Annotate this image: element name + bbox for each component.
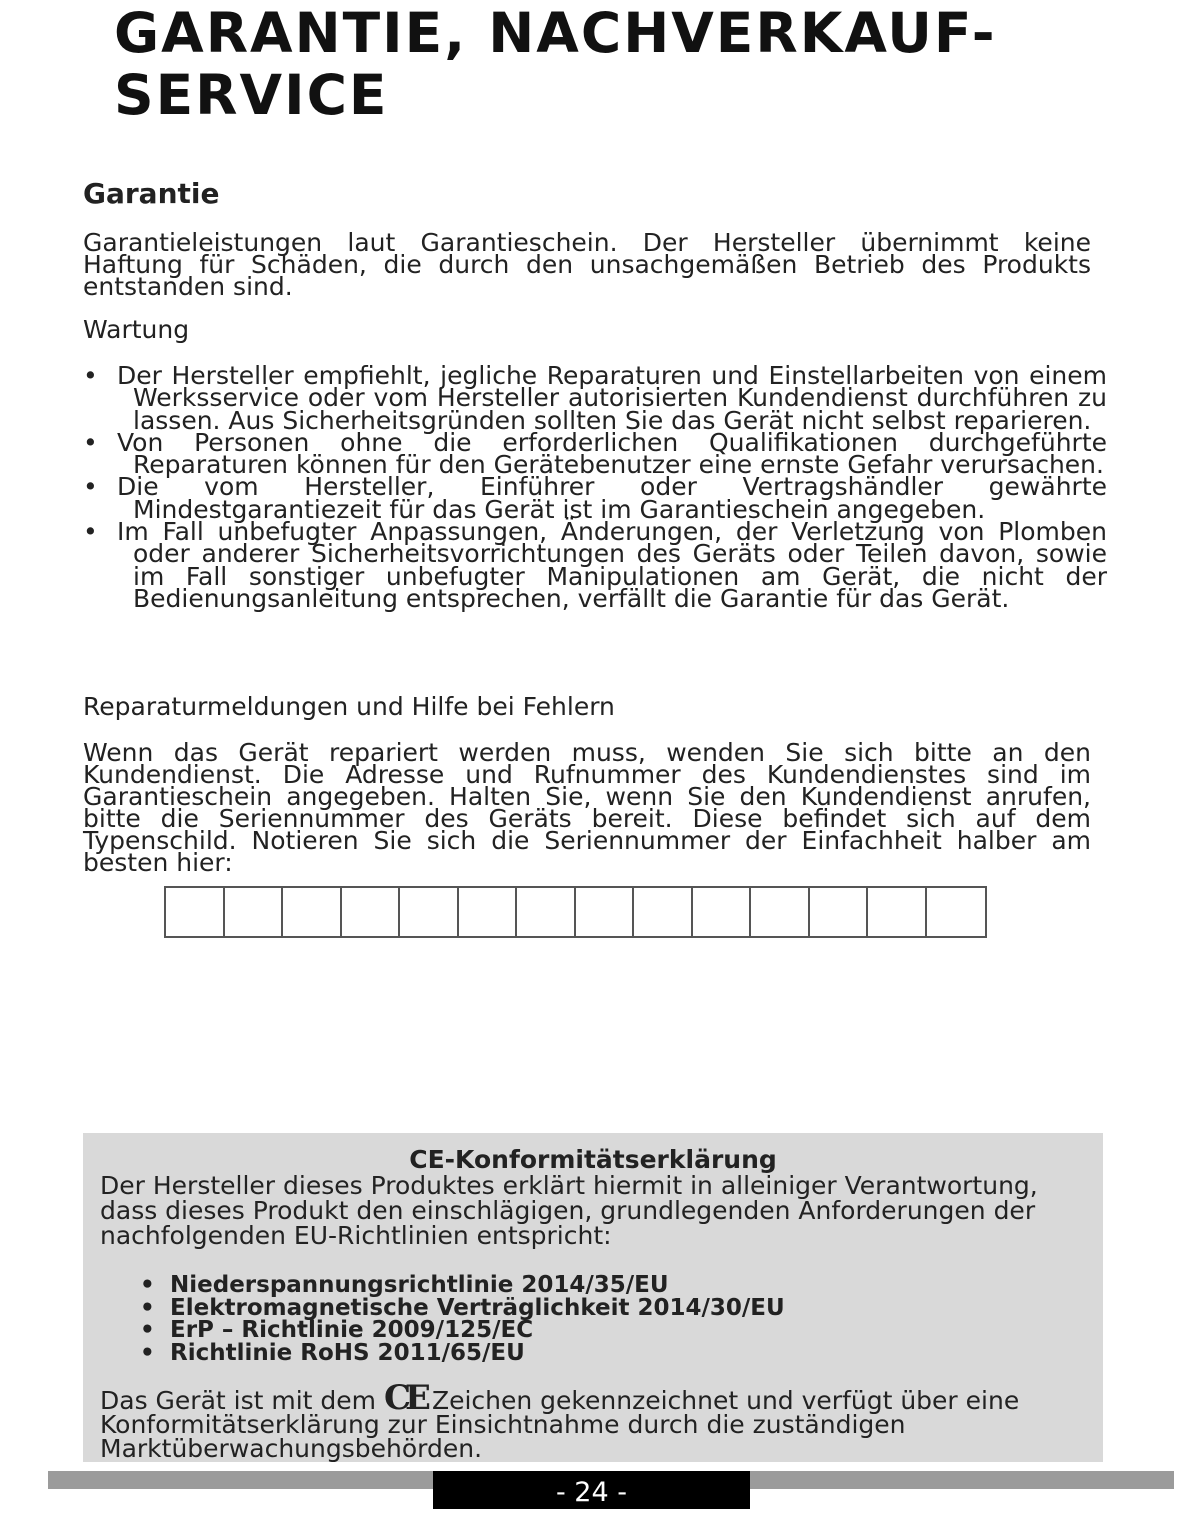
page-title [114,2,1114,126]
serial-number-cell[interactable] [751,888,810,936]
ce-title: CE-Konformitätserklärung [409,1145,777,1174]
ce-directive [140,1339,1086,1366]
bullet-icon: • [140,1272,155,1298]
serial-number-cell[interactable] [576,888,635,936]
serial-number-cell[interactable] [517,888,576,936]
ce-directive [140,1274,1086,1297]
ce-outro [100,1378,1086,1463]
garantie-heading: Garantie [83,177,220,210]
ce-directive [140,1319,1086,1342]
ce-directive [140,1294,1086,1321]
ce-directive-list [100,1274,1086,1364]
bullet-icon: • [140,1339,155,1366]
wartung-item-text: Die vom Hersteller, Einführer oder Vertragshändler gewährte Mindestgarantiezeit für das Gerät ist im Garantieschein angegeben. [117,472,1107,524]
bullet-icon: • [83,427,98,457]
reparatur-heading: Reparaturmeldungen und Hilfe bei Fehlern [83,692,615,721]
ce-directive-text: Elektromagnetische Verträglichkeit 2014/30/EU [170,1294,785,1321]
serial-number-cell[interactable] [693,888,752,936]
wartung-item [83,361,1107,435]
page-title-line-1: GARANTIE, NACHVERKAUF- [114,1,997,65]
serial-number-cell[interactable] [927,888,986,936]
serial-number-cell[interactable] [283,888,342,936]
bullet-icon: • [140,1317,155,1343]
wartung-item [83,427,1107,480]
ce-mark-icon: CE [383,1378,425,1418]
serial-number-cell[interactable] [459,888,518,936]
bullet-icon: • [83,472,98,502]
serial-number-cell[interactable] [810,888,869,936]
wartung-item [83,472,1107,524]
ce-outro-end: Zeichen gekennzeichnet und verfügt über eine Konformitätserklärung zur Einsichtnahme durch die zuständigen Marktüberwachungsbehörden. [100,1386,1020,1463]
page-title-line-2: SERVICE [114,63,389,127]
wartung-item-text: Der Hersteller empfiehlt, jegliche Reparaturen und Einstellarbeiten von einem Werksservice oder vom Hersteller autorisierten Kundendienst durchführen zu lassen. Aus Sicherheitsgründen sollten Sie das Gerät nicht selbst reparieren. [117,361,1107,435]
ce-intro: Der Hersteller dieses Produktes erklärt hiermit in alleiniger Verantwortung, dass dieses Produkt den einschlägigen, grundlegenden Anforderungen der nachfolgenden EU-Richtlinien entspricht: [100,1171,1038,1250]
serial-number-cell[interactable] [400,888,459,936]
wartung-heading: Wartung [83,315,190,344]
reparatur-text: Wenn das Gerät repariert werden muss, wenden Sie sich bitte an den Kundendienst. Die Adresse und Rufnummer des Kundendienstes sind im Garantieschein angegeben. Halten Sie, wenn Sie den Kundendienst anrufen, bitte die Seriennummer des Geräts bereit. Diese befindet sich auf dem Typenschild. Notieren Sie sich die Seriennummer der Einfachheit halber am besten hier: [83,738,1091,877]
garantie-text: Garantieleistungen laut Garantieschein. Der Hersteller übernimmt keine Haftung für Schäden, die durch den unsachgemäßen Betrieb des Produkts entstanden sind. [83,228,1091,301]
wartung-item [83,517,1107,613]
wartung-item-text: Im Fall unbefugter Anpassungen, Änderungen, der Verletzung von Plomben oder anderer Sicherheitsvorrichtungen des Geräts oder Teilen davon, sowie im Fall sonstiger unbefugter Manipulationen am Gerät, die nicht der Bedienungsanleitung entsprechen, verfällt die Garantie für das Gerät. [117,517,1107,613]
page-number: - 24 - [433,1471,750,1509]
ce-declaration-box [83,1133,1103,1462]
ce-directive-text: Niederspannungsrichtlinie 2014/35/EU [170,1272,669,1298]
serial-number-cell[interactable] [342,888,401,936]
serial-number-cell[interactable] [225,888,284,936]
serial-number-cell[interactable] [634,888,693,936]
serial-number-cell[interactable] [868,888,927,936]
serial-number-cell[interactable] [166,888,225,936]
bullet-icon: • [140,1294,155,1321]
ce-directive-text: ErP – Richtlinie 2009/125/EC [170,1317,534,1343]
bullet-icon: • [83,361,98,390]
bullet-icon: • [83,517,98,547]
wartung-item-text: Von Personen ohne die erforderlichen Qualifikationen durchgeführte Reparaturen können für den Gerätebenutzer eine ernste Gefahr verursachen. [117,427,1107,480]
ce-directive-text: Richtlinie RoHS 2011/65/EU [170,1339,525,1366]
ce-outro-start: Das Gerät ist mit dem [100,1386,384,1415]
serial-number-field[interactable] [164,886,987,938]
wartung-list [83,361,1107,613]
